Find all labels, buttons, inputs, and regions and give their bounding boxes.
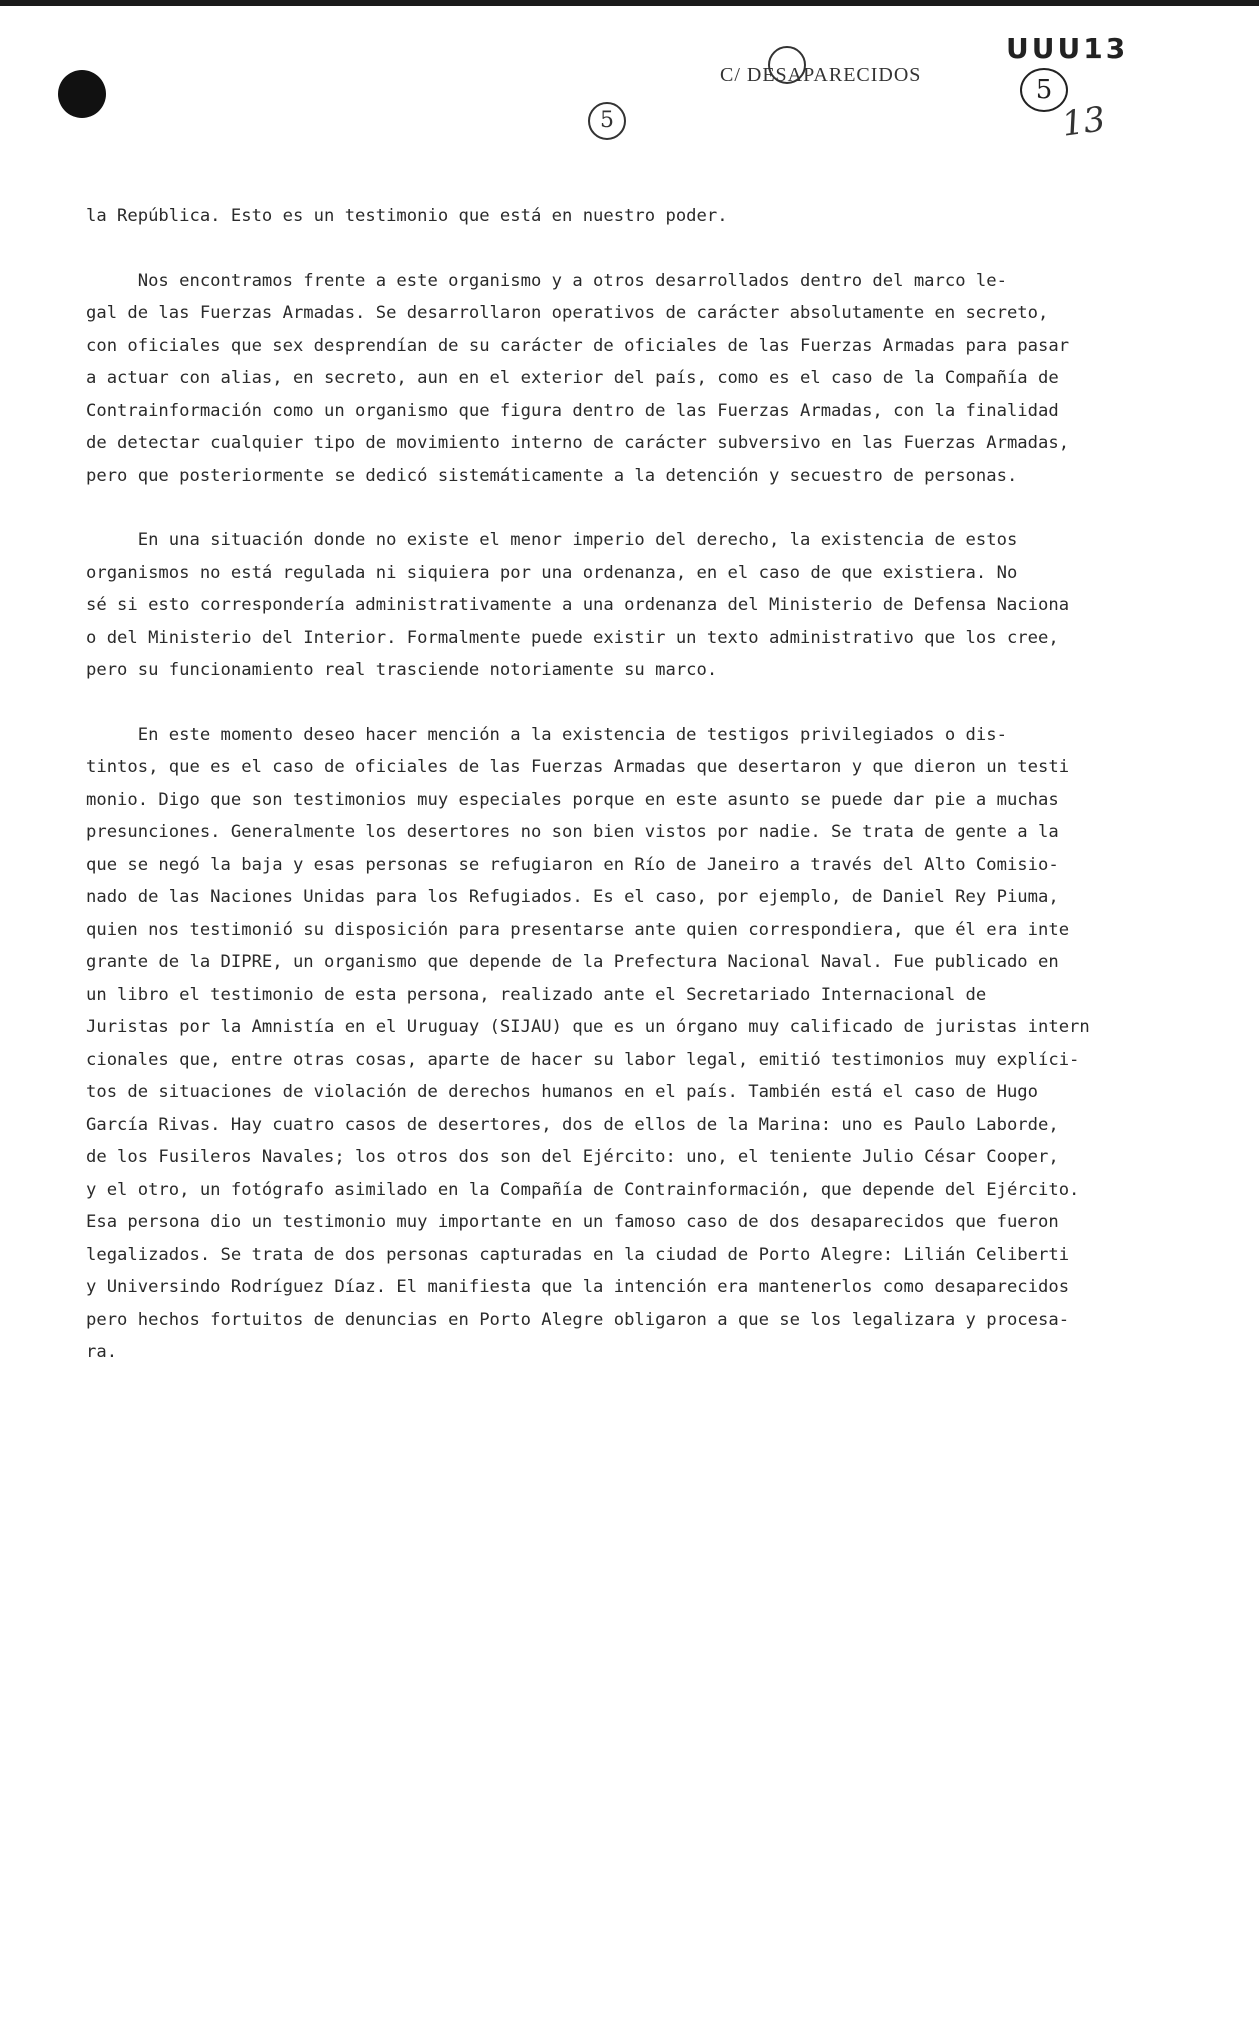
- document-body: [86, 200, 1116, 1369]
- text-line: organismos no está regulada ni siquiera por una ordenanza, en el caso de que existiera. No: [86, 562, 1018, 583]
- paragraph-gap: [86, 492, 1116, 524]
- text-line: o del Ministerio del Interior. Formalmente puede existir un texto administrativo que los cree,: [86, 627, 1059, 648]
- paragraph-gap: [86, 233, 1116, 265]
- text-line: que se negó la baja y esas personas se refugiaron en Río de Janeiro a través del Alto Comisio-: [86, 854, 1059, 875]
- text-line: legalizados. Se trata de dos personas capturadas en la ciudad de Porto Alegre: Lilián Celiberti: [86, 1244, 1070, 1265]
- text-line: a actuar con alias, en secreto, aun en el exterior del país, como es el caso de la Compañía de: [86, 368, 1059, 388]
- text-line: presunciones. Generalmente los desertores no son bien vistos por nadie. Se trata de gente a la: [86, 822, 1059, 842]
- text-line: la República. Esto es un testimonio que está en nuestro poder.: [86, 206, 728, 226]
- top-border-rule: [0, 0, 1259, 6]
- text-line: sé si esto correspondería administrativamente a una ordenanza del Ministerio de Defensa Naciona: [86, 595, 1070, 615]
- paragraph: [86, 524, 1116, 687]
- text-line: tintos, que es el caso de oficiales de las Fuerzas Armadas que desertaron y que dieron un testi: [86, 757, 1070, 777]
- text-line: Juristas por la Amnistía en el Uruguay (SIJAU) que es un órgano muy calificado de juristas intern: [86, 1017, 1090, 1037]
- paragraph: [86, 265, 1116, 493]
- folder-label: C/ DESAPARECIDOS: [720, 64, 922, 86]
- text-line: En una situación donde no existe el menor imperio del derecho, la existencia de estos: [86, 530, 1018, 550]
- paragraph-gap: [86, 687, 1116, 719]
- text-line: Nos encontramos frente a este organismo y a otros desarrollados dentro del marco le-: [86, 270, 1007, 291]
- handwritten-circle-number: 5: [588, 102, 626, 140]
- text-line: con oficiales que sex desprendían de su carácter de oficiales de las Fuerzas Armadas para pasar: [86, 335, 1070, 356]
- text-line: cionales que, entre otras cosas, aparte de hacer su labor legal, emitió testimonios muy explíci-: [86, 1049, 1080, 1070]
- text-line: pero su funcionamiento real trasciende notoriamente su marco.: [86, 660, 718, 680]
- text-line: quien nos testimonió su disposición para presentarse ante quien correspondiera, que él era inte: [86, 919, 1070, 940]
- text-line: nado de las Naciones Unidas para los Refugiados. Es el caso, por ejemplo, de Daniel Rey Piuma,: [86, 887, 1059, 907]
- handwritten-page-number: 13: [1059, 99, 1108, 145]
- text-line: monio. Digo que son testimonios muy especiales porque en este asunto se puede dar pie a muchas: [86, 789, 1059, 810]
- text-line: tos de situaciones de violación de derechos humanos en el país. También está el caso de Hugo: [86, 1082, 1038, 1102]
- text-line: García Rivas. Hay cuatro casos de desertores, dos de ellos de la Marina: uno es Paulo Laborde,: [86, 1114, 1059, 1135]
- text-line: un libro el testimonio de esta persona, realizado ante el Secretariado Internacional de: [86, 984, 987, 1005]
- text-line: gal de las Fuerzas Armadas. Se desarrollaron operativos de carácter absolutamente en secreto,: [86, 303, 1049, 323]
- text-line: grante de la DIPRE, un organismo que depende de la Prefectura Nacional Naval. Fue publicado en: [86, 952, 1059, 972]
- text-line: pero que posteriormente se dedicó sistemáticamente a la detención y secuestro de personas.: [86, 465, 1018, 486]
- text-line: ra.: [86, 1342, 118, 1362]
- text-line: de detectar cualquier tipo de movimiento interno de carácter subversivo en las Fuerzas Armadas,: [86, 433, 1070, 453]
- text-line: Contrainformación como un organismo que figura dentro de las Fuerzas Armadas, con la finalidad: [86, 400, 1059, 421]
- hole-punch-mark: [58, 70, 106, 118]
- paragraph: [86, 200, 1116, 233]
- text-line: pero hechos fortuitos de denuncias en Porto Alegre obligaron a que se los legalizara y procesa-: [86, 1309, 1070, 1330]
- text-line: En este momento deseo hacer mención a la existencia de testigos privilegiados o dis-: [86, 724, 1007, 745]
- text-line: y el otro, un fotógrafo asimilado en la Compañía de Contrainformación, que depende del Ejército.: [86, 1179, 1080, 1200]
- stamp-number: UUU13: [1006, 32, 1129, 65]
- text-line: de los Fusileros Navales; los otros dos son del Ejército: uno, el teniente Julio César Cooper,: [86, 1147, 1059, 1167]
- paragraph: [86, 719, 1116, 1369]
- text-line: y Universindo Rodríguez Díaz. El manifiesta que la intención era mantenerlos como desaparecidos: [86, 1277, 1070, 1297]
- circled-number: 5: [1020, 68, 1068, 112]
- text-line: Esa persona dio un testimonio muy importante en un famoso caso de dos desaparecidos que fueron: [86, 1212, 1059, 1232]
